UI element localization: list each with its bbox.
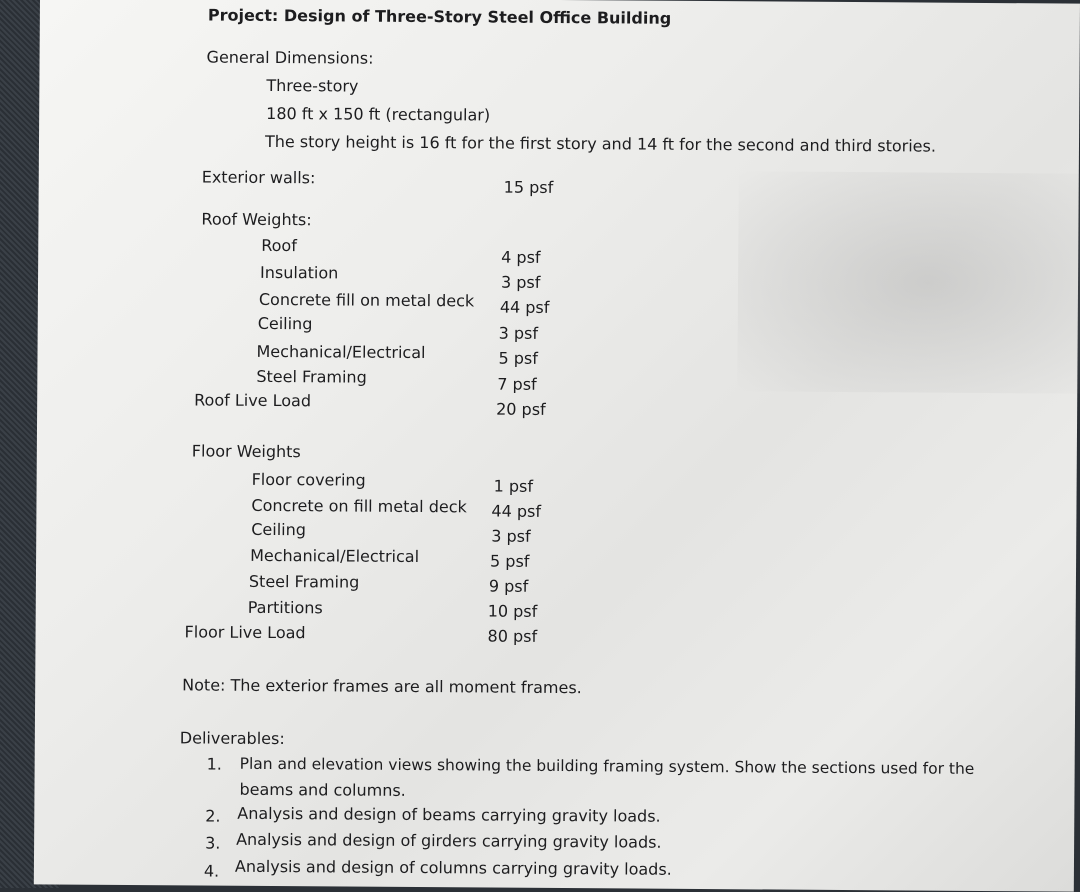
exterior-walls-label: Exterior walls: — [201, 167, 316, 188]
roof-item-value: 5 psf — [498, 348, 538, 368]
general-dimensions-heading: General Dimensions: — [206, 47, 374, 68]
floor-live-load-value: 80 psf — [487, 626, 538, 646]
document-page — [34, 0, 1080, 892]
floor-item-value: 9 psf — [488, 576, 529, 596]
list-item-number: 3. — [205, 833, 221, 853]
roof-item-label: Insulation — [260, 262, 339, 283]
list-item-number: 4. — [203, 861, 220, 881]
floor-item-label: Floor covering — [251, 469, 366, 490]
floor-item-value: 5 psf — [490, 551, 530, 571]
floor-item-value: 1 psf — [493, 476, 534, 496]
roof-item-value: 44 psf — [499, 297, 550, 317]
list-item-continuation: beams and columns. — [239, 779, 406, 800]
floor-item-value: 10 psf — [487, 601, 538, 621]
floor-weights-heading: Floor Weights — [191, 441, 301, 462]
exterior-walls-value: 15 psf — [503, 177, 554, 197]
general-line: 180 ft x 150 ft (rectangular) — [266, 103, 491, 125]
roof-item-label: Concrete fill on metal deck — [258, 289, 475, 311]
deliverables-heading: Deliverables: — [179, 728, 285, 749]
list-item: Plan and elevation views showing the building framing system. Show the sections used for the — [239, 754, 975, 778]
floor-item-label: Steel Framing — [248, 571, 360, 592]
roof-live-load-value: 20 psf — [496, 399, 546, 419]
list-item: Analysis and design of columns carrying gravity loads. — [234, 856, 672, 879]
floor-live-load-label: Floor Live Load — [184, 622, 306, 643]
roof-item-value: 3 psf — [500, 272, 541, 292]
floor-item-value: 44 psf — [491, 501, 542, 521]
roof-item-label: Steel Framing — [256, 366, 367, 387]
roof-item-value: 3 psf — [498, 323, 539, 343]
floor-item-label: Ceiling — [251, 519, 307, 540]
roof-item-value: 4 psf — [501, 247, 541, 267]
project-title: Project: Design of Three-Story Steel Office Building — [207, 5, 672, 28]
general-line: The story height is 16 ft for the first story and 14 ft for the second and third stories. — [264, 131, 937, 156]
roof-live-load-label: Roof Live Load — [194, 390, 312, 411]
floor-item-label: Concrete on fill metal deck — [251, 495, 467, 517]
list-item: Analysis and design of girders carrying gravity loads. — [236, 829, 662, 852]
list-item-number: 1. — [206, 754, 222, 774]
paper-shadow — [737, 171, 1080, 394]
floor-item-value: 3 psf — [491, 526, 531, 546]
roof-weights-heading: Roof Weights: — [201, 209, 312, 230]
roof-item-label: Ceiling — [257, 313, 313, 334]
general-line: Three-story — [266, 75, 359, 96]
roof-item-value: 7 psf — [497, 374, 537, 394]
list-item: Analysis and design of beams carrying gravity loads. — [237, 803, 661, 826]
floor-item-label: Partitions — [247, 597, 323, 618]
floor-item-label: Mechanical/Electrical — [250, 545, 420, 567]
roof-item-label: Mechanical/Electrical — [256, 341, 426, 363]
note-text: Note: The exterior frames are all moment frames. — [182, 675, 582, 698]
list-item-number: 2. — [205, 806, 221, 826]
roof-item-label: Roof — [261, 235, 297, 256]
